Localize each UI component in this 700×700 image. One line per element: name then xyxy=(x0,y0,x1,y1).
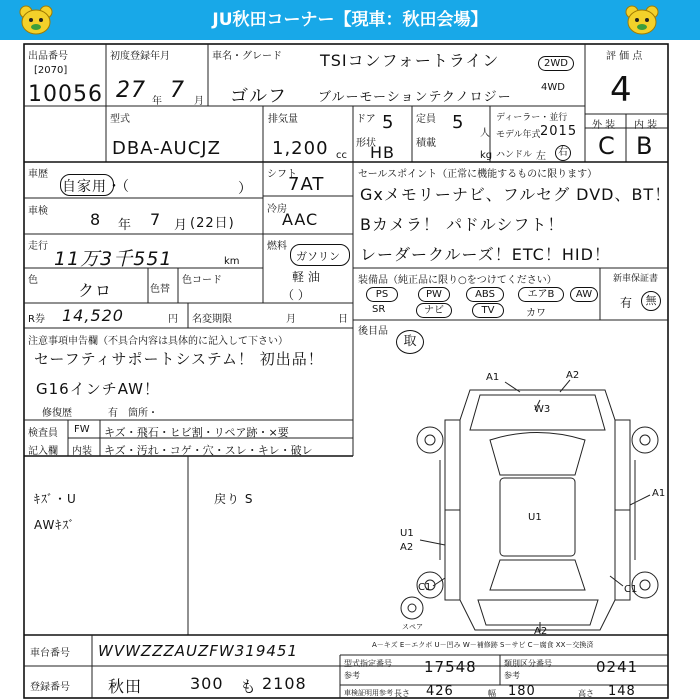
mileage-label: 走行 xyxy=(28,241,48,252)
equip-pw: PW xyxy=(418,287,450,302)
car-name-sub: ブルーモーションテクノロジー xyxy=(318,90,512,105)
equip-abs: ABS xyxy=(466,287,504,302)
km-unit: km xyxy=(224,256,240,267)
fuel-gas: ガソリン xyxy=(296,250,340,263)
reg-kana: も xyxy=(240,677,258,696)
spare-label: スペア xyxy=(402,623,423,631)
type-cert-ref: 参考 xyxy=(344,671,360,680)
model-type-label: 型式 xyxy=(110,114,130,125)
equip-sr: SR xyxy=(372,304,386,315)
fuel-other: （ ） xyxy=(282,288,310,302)
selling-point-1: Gxメモリーナビ、フルセグ DVD、BT！ xyxy=(360,185,672,204)
warranty-no: 無 xyxy=(641,291,661,311)
drive-4wd: 4WD xyxy=(541,82,565,93)
type-cert-label: 型式指定番号 xyxy=(344,659,392,668)
insp-month: 7 xyxy=(150,210,162,229)
class-number: 0241 xyxy=(596,658,639,676)
chassis-label: 車台番号 xyxy=(30,648,70,659)
equip-kawa: カワ xyxy=(526,308,546,319)
cooling-value: AAC xyxy=(282,210,319,229)
registration-label: 登録番号 xyxy=(30,682,70,693)
shape-value: HB xyxy=(370,143,396,162)
rear-item-value: 取 xyxy=(396,330,424,354)
int-label: 内装 xyxy=(72,446,92,457)
warranty-yes: 有 xyxy=(620,296,633,310)
damage-u1-left: U1 xyxy=(400,528,414,539)
color-label: 色 xyxy=(28,275,38,286)
score-label: 評 価 点 xyxy=(606,51,643,62)
shift-value: 7AT xyxy=(288,174,325,195)
repair-status: 有 xyxy=(108,408,118,419)
damage-a2-bottom: A2 xyxy=(534,626,548,637)
displacement-label: 排気量 xyxy=(268,114,298,125)
dealer-label: ディーラー・並行 xyxy=(496,113,568,123)
width-value: 180 xyxy=(508,684,536,699)
reg-year: 27 xyxy=(116,78,146,103)
model-year-value: 2015 xyxy=(540,124,578,139)
grade-text: TSIコンフォートライン xyxy=(320,51,500,70)
shift-label: シフト xyxy=(267,169,297,180)
damage-u1-mid: U1 xyxy=(528,512,542,523)
height-label: 高さ xyxy=(578,689,594,698)
type-cert-number: 17548 xyxy=(424,658,477,676)
class-label: 類別区分番号 xyxy=(504,659,552,668)
warranty-label: 新車保証書 xyxy=(613,274,659,284)
history-label: 車歴 xyxy=(28,169,48,180)
vehicle-cert-label: 車検証明用参考 xyxy=(344,689,393,697)
history-value: 自家用・（ xyxy=(62,179,130,195)
damage-c1-left: C1 xyxy=(418,582,432,593)
handle-left: 左 xyxy=(536,151,546,162)
handle-right: 右 xyxy=(555,145,571,161)
capacity-label: 定員 xyxy=(416,114,436,125)
fuel-diesel: 軽 油 xyxy=(292,270,320,284)
reg-month-unit: 月 xyxy=(194,96,204,107)
mileage-value: 11万3千551 xyxy=(54,248,173,270)
class-ref: 参考 xyxy=(504,671,520,680)
displacement-value: 1,200 xyxy=(272,138,329,159)
door-label: ドア xyxy=(356,114,376,125)
equip-navi: ナビ xyxy=(416,303,452,318)
cc-unit: cc xyxy=(336,150,347,161)
yen-unit: 円 xyxy=(168,314,178,325)
name-change-label: 名変期限 xyxy=(192,314,232,325)
equip-aw: AW xyxy=(570,287,598,302)
damage-legend: A－キズ E－エクボ U－凹み W－補修跡 S－サビ C－腐食 XX－交換済 xyxy=(372,641,594,649)
reg-year-unit: 年 xyxy=(152,96,162,107)
insp-month-unit: 月 xyxy=(174,218,188,233)
fuel-label: 燃料 xyxy=(267,241,287,252)
name-grade-label: 車名・グレード xyxy=(212,51,282,62)
interior-grade: B xyxy=(636,132,654,160)
memo-left-2: AWｷｽﾞ xyxy=(34,518,76,532)
color-change-label: 色替 xyxy=(150,284,170,295)
inspector-label-1: 検査員 xyxy=(28,428,58,439)
fw-label: FW xyxy=(74,424,90,435)
capacity-value: 5 xyxy=(452,112,465,133)
shape-label: 形状 xyxy=(356,138,376,149)
person-unit: 人 xyxy=(480,128,490,139)
reg-number: 2108 xyxy=(262,674,307,693)
notes-label: 注意事項申告欄（不具合内容は具体的に記入して下さい） xyxy=(28,336,288,347)
score-value: 4 xyxy=(610,70,633,110)
selling-points-label: セールスポイント（正常に機能するものに限ります） xyxy=(358,169,598,180)
kg-unit: kg xyxy=(480,150,493,161)
color-value: クロ xyxy=(78,281,113,300)
drive-2wd: 2WD xyxy=(538,56,574,71)
memo-right: 戻り S xyxy=(214,492,254,506)
equipment-label: 装備品（純正品に限り○をつけてください） xyxy=(358,275,557,286)
insp-day: (22日) xyxy=(190,216,235,231)
handle-label: ハンドル xyxy=(496,150,533,160)
car-name: ゴルフ xyxy=(230,86,287,107)
color-code-label: 色コード xyxy=(182,275,222,286)
damage-a1-top: A1 xyxy=(486,372,500,383)
cooling-label: 冷房 xyxy=(267,204,287,215)
int-items: キズ・汚れ・コゲ・穴・スレ・キレ・破レ xyxy=(104,444,313,457)
damage-a1-right: A1 xyxy=(652,488,666,499)
name-change-day: 日 xyxy=(338,314,348,325)
equip-tv: TV xyxy=(472,303,504,318)
recycle-label: R券 xyxy=(28,314,45,325)
chassis-number: WVWZZZAUZFW319451 xyxy=(98,642,298,660)
interior-label: 内 装 xyxy=(634,120,658,131)
damage-a2-left: A2 xyxy=(400,542,414,553)
history-close: ） xyxy=(238,181,252,197)
name-change-month: 月 xyxy=(286,314,296,325)
inspection-label: 車検 xyxy=(28,206,48,217)
fw-items: キズ・飛石・ヒビ割・リペア跡・×要 xyxy=(104,426,289,439)
model-type: DBA-AUCJZ xyxy=(112,138,221,159)
damage-c1-right: C1 xyxy=(624,584,638,595)
exterior-grade: C xyxy=(598,132,616,160)
lot-number: 10056 xyxy=(28,82,103,107)
reg-month: 7 xyxy=(170,78,185,103)
lot-no-label: 出品番号 xyxy=(28,51,68,62)
header-title: JU秋田コーナー【現車：秋田会場】 xyxy=(212,10,488,30)
selling-point-2: Bカメラ！ パドルシフト！ xyxy=(360,215,565,234)
notes-line-1: セーフティサポートシステム！ 初出品！ xyxy=(34,350,324,368)
lot-number-small: [2070] xyxy=(34,65,68,76)
exterior-label: 外 装 xyxy=(592,120,616,131)
damage-w3: W3 xyxy=(534,404,551,415)
length-label: 長さ xyxy=(394,689,410,698)
equip-airbag: エアB xyxy=(518,287,564,302)
height-value: 148 xyxy=(608,684,636,699)
inspector-label-2: 記入欄 xyxy=(28,446,58,457)
repair-place: 箇所・ xyxy=(128,408,158,419)
damage-a2-top: A2 xyxy=(566,370,580,381)
door-value: 5 xyxy=(382,112,395,133)
selling-point-3: レーダークルーズ！ETC！HID！ xyxy=(360,245,611,264)
length-value: 426 xyxy=(426,684,454,699)
loading-label: 積載 xyxy=(416,138,436,149)
recycle-value: 14,520 xyxy=(62,306,124,325)
equip-ps: PS xyxy=(366,287,398,302)
model-year-label: モデル年式 xyxy=(496,130,541,140)
insp-year-unit: 年 xyxy=(118,218,132,233)
memo-left-1: ｷｽﾞ・U xyxy=(34,492,77,506)
width-label: 幅 xyxy=(488,689,496,698)
insp-year: 8 xyxy=(90,210,102,229)
reg-area: 秋田 xyxy=(108,677,143,696)
first-reg-label: 初度登録年月 xyxy=(110,51,170,62)
rear-item-label: 後目品 xyxy=(358,326,388,337)
notes-line-2: G16インチAW！ xyxy=(36,380,160,398)
reg-class: 300 xyxy=(190,674,224,693)
repair-label: 修復歴 xyxy=(42,408,72,419)
